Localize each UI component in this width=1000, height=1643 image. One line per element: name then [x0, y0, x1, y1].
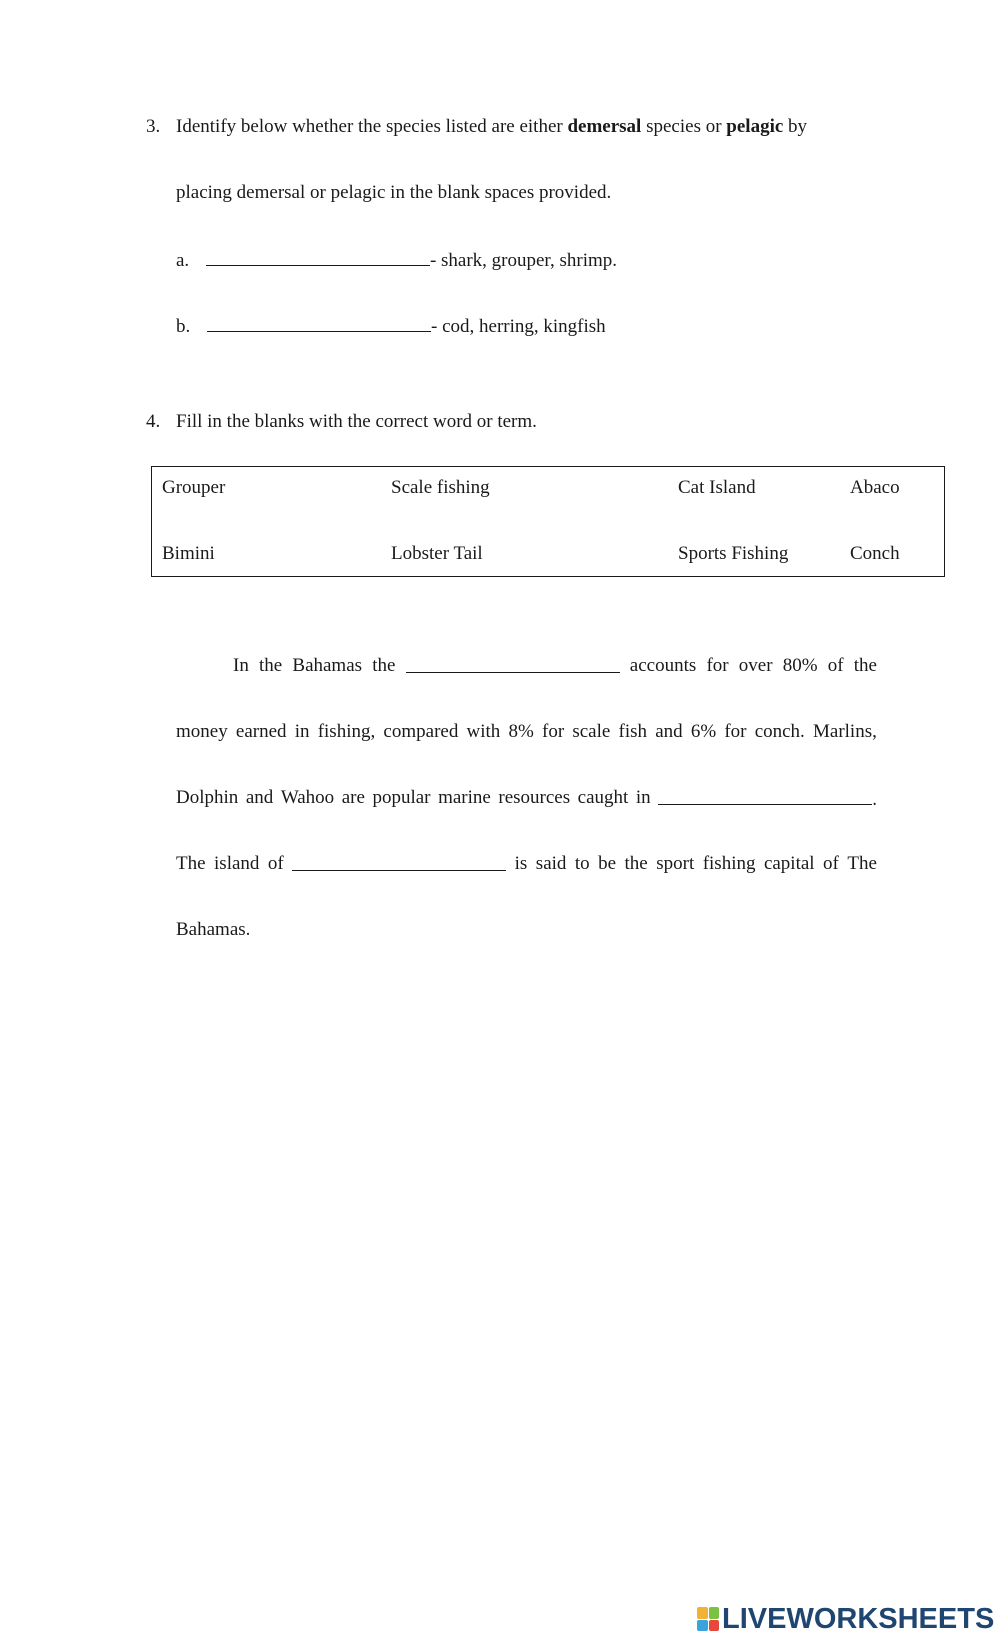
- liveworksheets-brand: LIVEWORKSHEETS: [722, 1603, 995, 1635]
- word: in: [635, 787, 651, 808]
- word: the: [624, 853, 648, 874]
- period: .: [872, 789, 877, 810]
- word: Dolphin: [176, 787, 239, 808]
- liveworksheets-logo-icon: [697, 1607, 719, 1631]
- question-3-number: 3.: [146, 116, 161, 137]
- q3-bold-demersal: demersal: [567, 116, 642, 137]
- logo-square: [709, 1620, 720, 1632]
- word: the: [853, 655, 877, 676]
- word: to: [574, 853, 590, 874]
- word-bank-item: Abaco: [850, 477, 900, 498]
- word: earned: [235, 721, 287, 742]
- q3-item-b-blank[interactable]: [207, 314, 431, 332]
- liveworksheets-logo: [697, 1604, 994, 1634]
- question-4-instruction: Fill in the blanks with the correct word or term.: [176, 411, 537, 432]
- word: popular: [372, 787, 431, 808]
- q3-item-b: [176, 314, 606, 338]
- word: and: [655, 721, 683, 742]
- word: with: [466, 721, 501, 742]
- word: the: [259, 655, 283, 676]
- paragraph-line-3: [176, 787, 877, 811]
- word: said: [535, 853, 567, 874]
- word: for: [706, 655, 729, 676]
- logo-square: [709, 1607, 720, 1619]
- blank-sport-fishing-answer[interactable]: [658, 787, 872, 805]
- word: over: [738, 655, 773, 676]
- word: and: [245, 787, 274, 808]
- word: Bahamas: [292, 655, 363, 676]
- word: for: [542, 721, 565, 742]
- word: Wahoo: [280, 787, 335, 808]
- word: marine: [438, 787, 491, 808]
- q3-item-a-blank[interactable]: [206, 248, 430, 266]
- q3-text-post: by: [788, 116, 808, 137]
- word: The: [847, 853, 877, 874]
- blank-island-answer[interactable]: [292, 853, 506, 871]
- paragraph-line-5: Bahamas.: [176, 919, 251, 940]
- word: scale: [572, 721, 611, 742]
- word: sport: [656, 853, 695, 874]
- logo-square: [697, 1607, 708, 1619]
- question-3-line-1: [176, 116, 807, 138]
- word: of: [267, 853, 284, 874]
- q3-item-a-label: a.: [176, 250, 190, 271]
- word-bank-item: Grouper: [162, 477, 226, 498]
- blank-lobster-answer[interactable]: [406, 655, 620, 673]
- q3-item-a: [176, 248, 617, 272]
- word: accounts: [629, 655, 697, 676]
- word: 80%: [782, 655, 818, 676]
- word: money: [176, 721, 228, 742]
- word: in: [294, 721, 310, 742]
- logo-square: [697, 1620, 708, 1632]
- paragraph-line-2: [176, 721, 877, 743]
- word: Marlins,: [813, 721, 877, 742]
- q3-text-mid: species or: [646, 116, 722, 137]
- word: is: [514, 853, 528, 874]
- word: are: [341, 787, 365, 808]
- q3-item-b-label: b.: [176, 316, 191, 337]
- word: fishing: [702, 853, 756, 874]
- word-bank-item: Lobster Tail: [391, 543, 483, 564]
- q3-text: Identify below whether the species listed are either: [176, 116, 563, 137]
- word-bank-item: Sports Fishing: [678, 543, 789, 564]
- word: In: [233, 655, 249, 676]
- word: resources: [498, 787, 571, 808]
- q3-bold-pelagic: pelagic: [726, 116, 784, 137]
- word: caught: [577, 787, 629, 808]
- word: conch.: [754, 721, 805, 742]
- question-4-number: 4.: [146, 411, 161, 432]
- word-bank-item: Cat Island: [678, 477, 756, 498]
- question-3-line-2: placing demersal or pelagic in the blank spaces provided.: [176, 182, 612, 203]
- word: capital: [763, 853, 815, 874]
- word-bank: [151, 466, 945, 577]
- paragraph-line-1: [233, 655, 877, 677]
- q3-item-b-text: - cod, herring, kingfish: [431, 316, 606, 337]
- word-bank-item: Scale fishing: [391, 477, 490, 498]
- word-bank-item: Bimini: [162, 543, 215, 564]
- paragraph-line-4: [176, 853, 877, 875]
- word: be: [598, 853, 617, 874]
- word: island: [214, 853, 260, 874]
- word: fish: [618, 721, 648, 742]
- word: of: [827, 655, 844, 676]
- word: 8%: [508, 721, 534, 742]
- word: of: [823, 853, 839, 874]
- word: for: [724, 721, 747, 742]
- word: 6%: [690, 721, 717, 742]
- word: The: [176, 853, 206, 874]
- word: compared: [383, 721, 459, 742]
- word: the: [372, 655, 396, 676]
- word-bank-item: Conch: [850, 543, 900, 564]
- q3-item-a-text: - shark, grouper, shrimp.: [429, 250, 618, 271]
- word: fishing,: [317, 721, 376, 742]
